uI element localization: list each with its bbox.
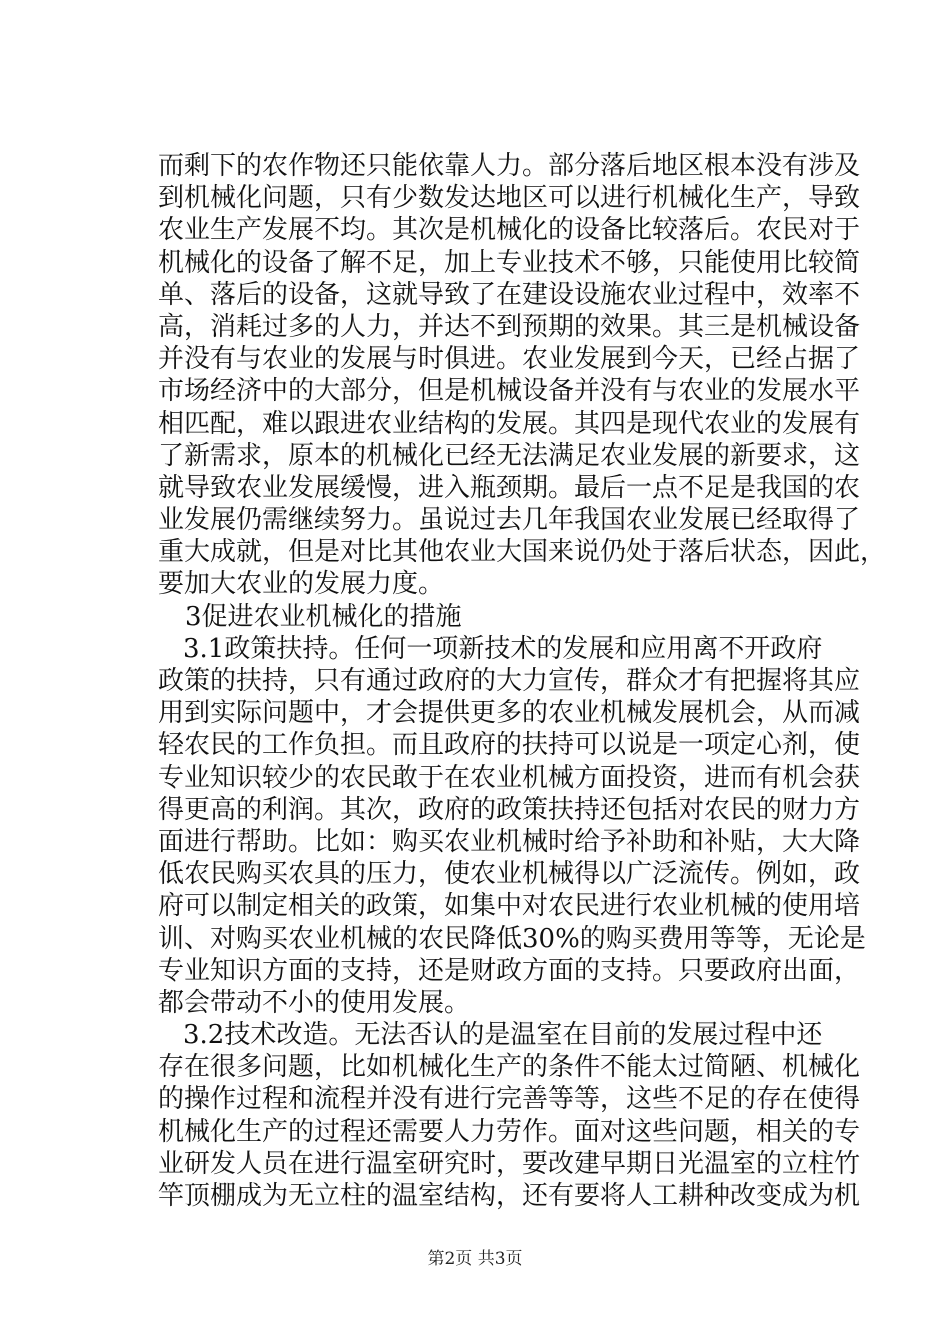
- body-line: 重大成就，但是对比其他农业大国来说仍处于落后状态，因此，: [158, 537, 887, 568]
- body-line: 政策的扶持，只有通过政府的大力宣传，群众才有把握将其应: [158, 666, 861, 696]
- body-line: 轻农民的工作负担。而且政府的扶持可以说是一项定心剂，使: [158, 730, 861, 761]
- body-line: 要加大农业的发展力度。: [158, 569, 445, 600]
- body-line: 而剩下的农作物还只能依靠人力。部分落后地区根本没有涉及: [158, 151, 861, 181]
- body-line: 了新需求，原本的机械化已经无法满足农业发展的新要求，这: [158, 440, 861, 471]
- section-heading: 3促进农业机械化的措施: [185, 601, 462, 632]
- body-line: 机械化的设备了解不足，加上专业技术不够，只能使用比较简: [158, 247, 861, 278]
- body-line: 得更高的利润。其次，政府的政策扶持还包括对农民的财力方: [158, 794, 861, 825]
- body-line: 训、对购买农业机械的农民降低30%的购买费用等等，无论是: [158, 923, 866, 954]
- body-line: 相匹配，难以跟进农业结构的发展。其四是现代农业的发展有: [158, 408, 861, 439]
- body-line: 低农民购买农具的压力，使农业机械得以广泛流传。例如，政: [158, 859, 861, 890]
- body-line: 存在很多问题，比如机械化生产的条件不能太过简陋、机械化: [158, 1052, 861, 1083]
- body-line: 单、落后的设备，这就导致了在建设设施农业过程中，效率不: [158, 279, 861, 310]
- body-line: 面进行帮助。比如：购买农业机械时给予补助和补贴，大大降: [158, 826, 861, 857]
- body-line: 专业知识较少的农民敢于在农业机械方面投资，进而有机会获: [158, 762, 861, 793]
- subsection-start-line: 3.1政策扶持。任何一项新技术的发展和应用离不开政府: [183, 633, 823, 664]
- body-line: 业研发人员在进行温室研究时，要改建早期日光温室的立柱竹: [158, 1148, 861, 1179]
- body-line: 到机械化问题，只有少数发达地区可以进行机械化生产，导致: [158, 183, 861, 214]
- document-body: [158, 150, 887, 1212]
- body-line: 就导致农业发展缓慢，进入瓶颈期。最后一点不足是我国的农: [158, 472, 861, 503]
- body-line: 业发展仍需继续努力。虽说过去几年我国农业发展已经取得了: [158, 505, 861, 536]
- body-line: 的操作过程和流程并没有进行完善等等，这些不足的存在使得: [158, 1084, 861, 1115]
- subsection-start-line: 3.2技术改造。无法否认的是温室在目前的发展过程中还: [183, 1020, 823, 1051]
- body-line: 高，消耗过多的人力，并达不到预期的效果。其三是机械设备: [158, 311, 861, 342]
- body-line: 用到实际问题中，才会提供更多的农业机械发展机会，从而减: [158, 698, 861, 729]
- body-line: 府可以制定相关的政策，如集中对农民进行农业机械的使用培: [158, 891, 861, 922]
- page-footer: 第2页 共3页: [427, 1249, 523, 1269]
- body-line: 都会带动不小的使用发展。: [158, 987, 471, 1018]
- body-line: 专业知识方面的支持，还是财政方面的支持。只要政府出面，: [158, 955, 861, 986]
- body-line: 竿顶棚成为无立柱的温室结构，还有要将人工耕种改变成为机: [158, 1181, 861, 1211]
- body-line: 农业生产发展不均。其次是机械化的设备比较落后。农民对于: [158, 215, 861, 246]
- body-line: 机械化生产的过程还需要人力劳作。面对这些问题，相关的专: [158, 1116, 861, 1147]
- body-line: 市场经济中的大部分，但是机械设备并没有与农业的发展水平: [158, 376, 861, 407]
- body-line: 并没有与农业的发展与时俱进。农业发展到今天，已经占据了: [158, 344, 861, 375]
